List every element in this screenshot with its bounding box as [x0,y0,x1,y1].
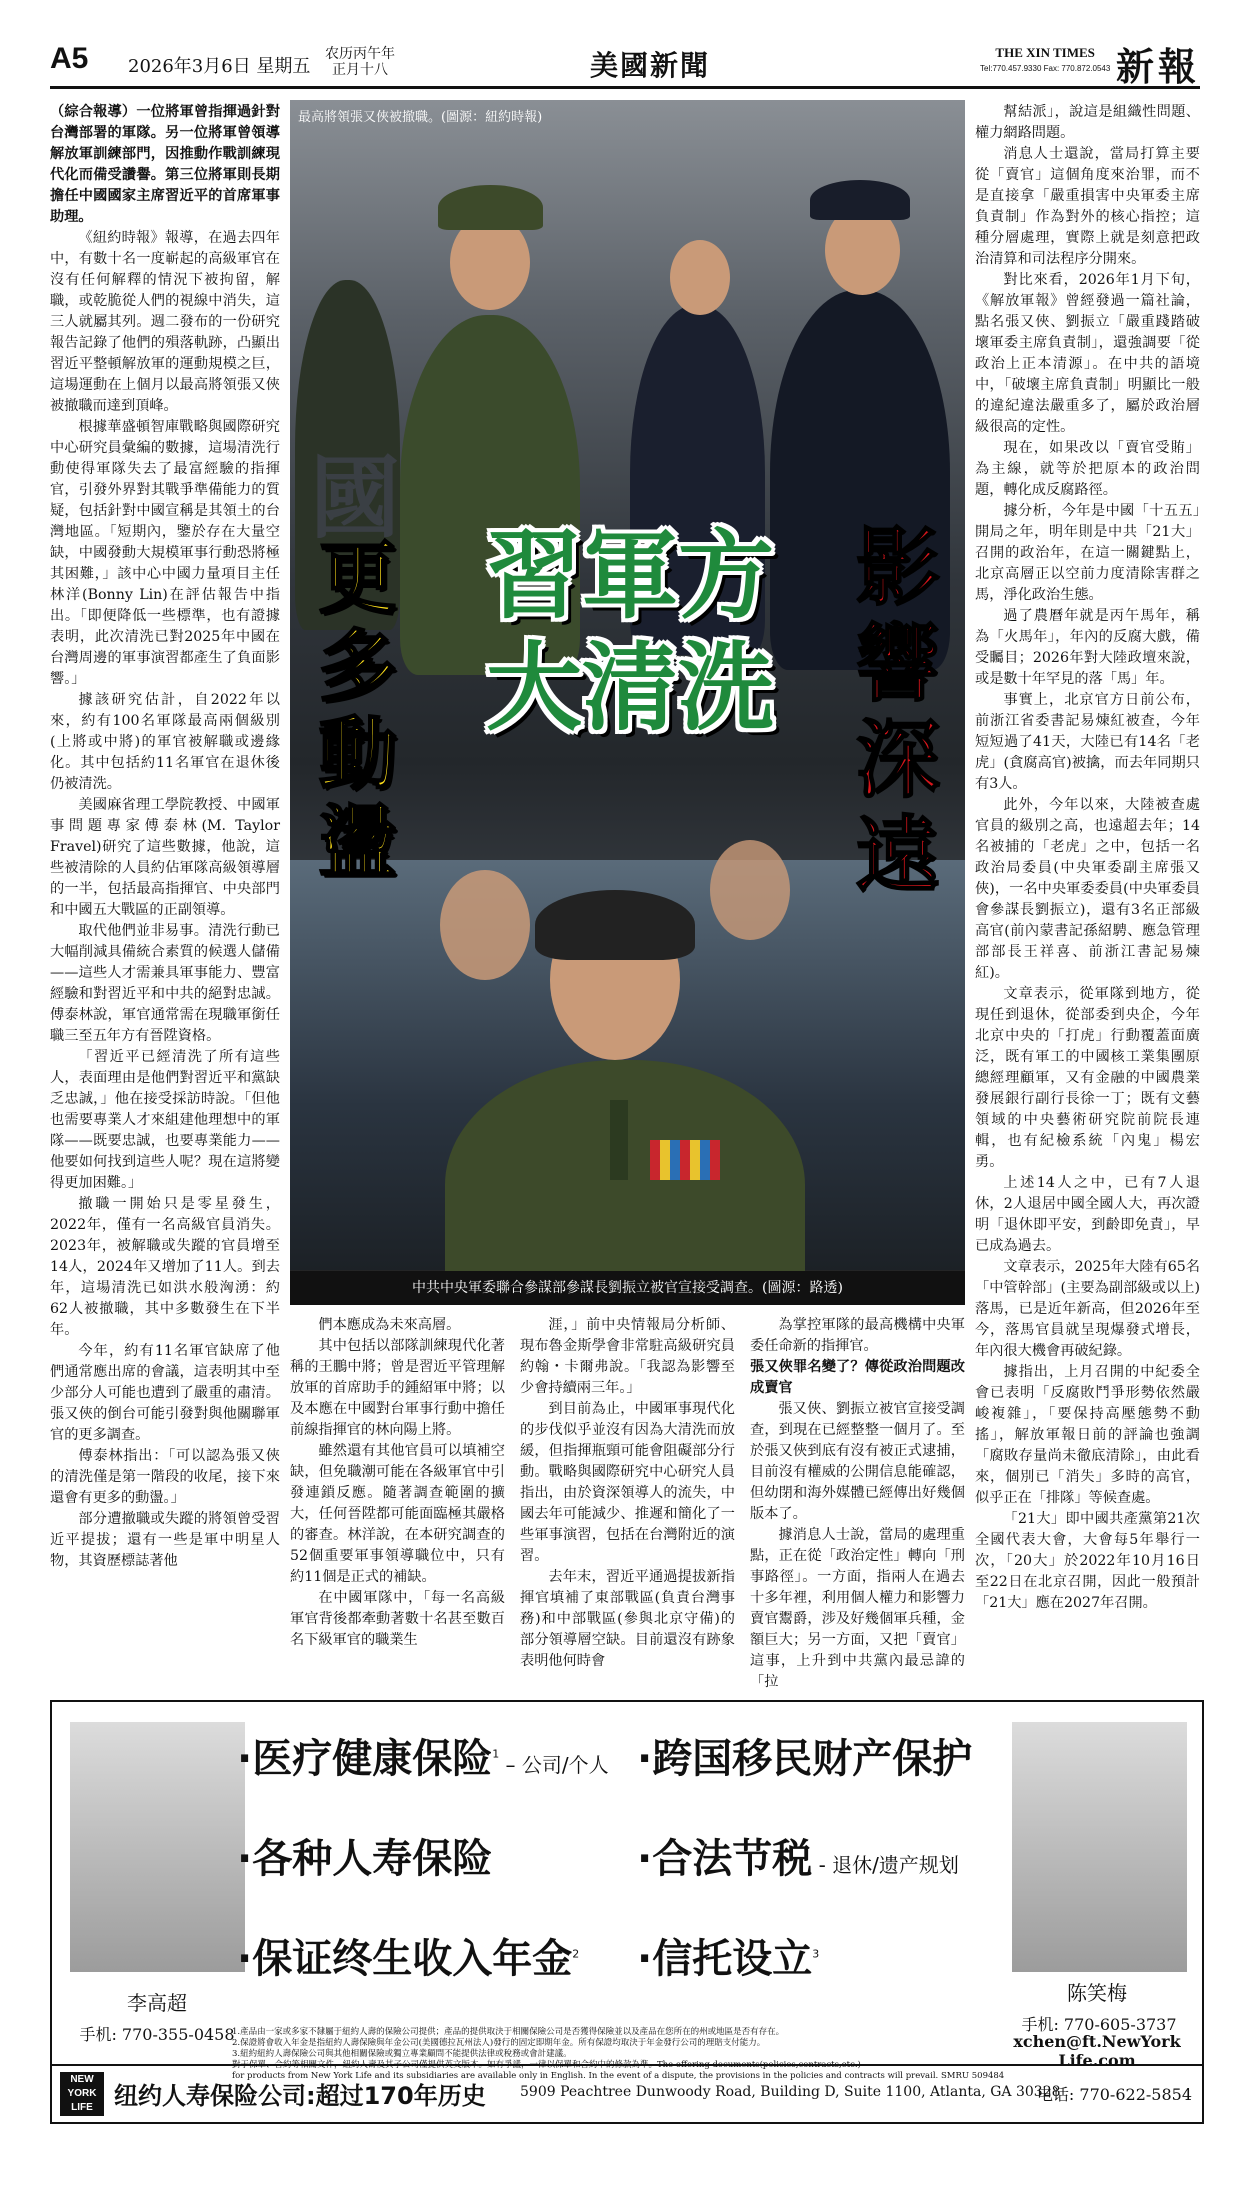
medal-ribbons [650,1140,720,1180]
company-address: 5909 Peachtree Dunwoody Road, Building D, Suite 1100, Atlanta, GA 30328 [520,2084,1061,2100]
paragraph: 對比來看，2026年1月下旬，《解放軍報》曾經發過一篇社論，點名張又俠、劉振立「嚴重踐踏破壞軍委主席負責制」，還強調要「從政治上正本清源」。在中共的語境中，「破壞主席負責制」明顯比一般的違紀違法嚴重多了，屬於政治層級很高的定性。 [975,272,1200,435]
article-column-bottom-3 [750,1315,965,1693]
service-medical: ·医疗健康保险$^1$ – 公司/个人 [237,1736,609,1782]
masthead [50,40,1200,89]
agent-name-left: 李高超 [127,1991,187,2015]
paragraph: 現在，如果改以「賣官受賄」為主線，就等於把原本的政治問題，轉化成反腐路徑。 [975,440,1200,498]
photo-figure [445,1060,805,1305]
paragraph: 根據華盛頓智庫戰略與國際研究中心研究員彙編的數據，這場清洗行動使得軍隊失去了最富經驗的指揮官，引發外界對其戰爭準備能力的質疑，包括針對中國宣稱是其領土的台灣地區。「短期內，鑒於存在大量空缺，中國發動大規模軍事行動恐將極其困難，」該中心中國力量項目主任林洋(Bonny Lin)在評估報告中指出。「即便降低一些標準，也有證據表明，此次清洗已對2025年中國在台灣周邊的軍事演習都產生了負面影響。」 [50,419,280,687]
paragraph: 其中包括以部隊訓練現代化著稱的王鵬中將；曾是習近平管理解放軍的首席助手的鍾紹軍中將；以及本應在中國對台軍事行動中擔任前線指揮官的林向陽上將。 [290,1338,505,1438]
service-trust: ·信托设立$^3$ [637,1936,820,1982]
agent-name-right: 陈笑梅 [1067,1981,1127,2005]
headline-yellow: 更多動盪 [318,534,397,888]
paragraph: 部分遭撤職或失蹤的將領曾受習近平提拔；還有一些是軍中明星人物，其資歷標誌著他 [50,1511,280,1569]
article-column-right [975,102,1200,1614]
paragraph: （綜合報導）一位將軍曾指揮過針對台灣部署的軍隊。另一位將軍曾領導解放軍訓練部門，因推動作戰訓練現代化而備受讚譽。第三位將軍則長期擔任中國國家主席習近平的首席軍事助理。 [50,104,280,225]
ad-disclaimer: 1.產品由一家或多家不隸屬于紐約人壽的保險公司提供；產品的提供取決于相關保險公司是否獲得保險並以及產品在您所在的州或地區是否有存在。 2.保證將會收入年金是指紐約人壽保險與年金公司(美國德拉瓦州法人)發行的固定即期年金。所有保證均取決于年金發行公司的理賠支付能力。 3.紐約紐約人壽保險公司與其他相關保險或獨立專業顧問不能提供法律或稅務或會計建議。 對于保單、合約等相關文件，紐約人壽及其子公司僅提供英文版本。如有爭議，一律以保單和合約中的條款為準。The offering documents(policies,contracts,etc.) for products from New York Life and its subsidiaries are available only in English. In the event of a dispute, the provisions in the policies and contracts will prevail. SMRU 509484 [232,2027,1005,2081]
headline-red: 影響深遠 [855,519,940,905]
paragraph: 過了農曆年就是丙午馬年，稱為「火馬年」，年內的反腐大戲，備受矚目；2026年對大陸政壇來說，或是數十年罕見的落「馬」年。 [975,608,1200,687]
photo-caption-top: 最高將領張又俠被撤職。(圖源：紐約時報) [298,110,543,125]
paragraph: 據分析，今年是中國「十五五」開局之年，明年則是中共「21大」召開的政治年，在這一關鍵點上，北京高層正以空前力度清除害群之馬，淨化政治生態。 [975,503,1200,603]
paragraph: 雖然還有其他官員可以填補空缺，但免職潮可能在各級軍官中引發連鎖反應。隨著調查範圍的擴大，任何晉陞都可能面臨極其嚴格的審查。林洋說，在本研究調查的52個重要軍事領導職位中，只有約11個是正式的補缺。 [290,1443,505,1585]
article-column-bottom-2 [520,1315,735,1672]
insurance-ad [50,1700,1204,2124]
agent-email-right: xchen@ft.NewYork Life.com [1013,2032,1181,2070]
paragraph: 張又俠、劉振立被官宣接受調查，到現在已經整整一個月了。至於張又俠到底有沒有被正式逮捕，目前沒有權威的公開信息能確認，但幼閉和海外媒體已經傳出好幾個版本了。 [750,1401,965,1522]
headline-gray-char: 國 [310,446,400,551]
paragraph: 上述14人之中，已有7人退休，2人退居中國全國人大，再次證明「退休即平安，到齡即免責」，早已成為過去。 [975,1175,1200,1254]
photo-figure [670,240,730,315]
paragraph: 「習近平已經清洗了所有這些人，表面理由是他們對習近平和黨缺乏忠誠，」他在接受採訪時說。「但他也需要專業人才來組建他理想中的軍隊——既要忠誠，也要專業能力——他要如何找到這些人呢？現在這將變得更加困難。」 [50,1049,280,1191]
paragraph: 文章表示，從軍隊到地方，從現任到退休，從部委到央企，今年北京中央的「打虎」行動覆蓋面廣泛，既有軍工的中國核工業集團原總經理顧軍，又有金融的中國農業發展銀行副行長徐一丁；既有文藝領域的中央藝術研究院前院長連輯，也有紀檢系統「內鬼」楊宏勇。 [975,986,1200,1170]
service-annuity: ·保证终生收入年金$^2$ [237,1936,580,1982]
paragraph: 為掌控軍隊的最高機構中央軍委任命新的指揮官。 [750,1317,965,1354]
paragraph: 據消息人士說，當局的處理重點，正在從「政治定性」轉向「刑事路徑」。一方面，指兩人在過去十多年裡，利用個人權力和影響力賣官鬻爵，涉及好幾個軍兵種，金額巨大；另一方面，又把「賣官」這事，上升到中共黨內最忌諱的「拉 [750,1527,965,1690]
photo-figure [438,185,543,230]
paragraph: 消息人士還說，當局打算主要從「賣官」這個角度來治罪，而不是直接拿「嚴重損害中央軍委主席負責制」作為對外的核心指控；這種分層處理，實際上就是刻意把政治清算和司法程序分開來。 [975,146,1200,267]
english-name: THE XIN TIMES Tel:770.457.9330 Fax: 770.872.0543 [980,45,1111,73]
paragraph: 此外，今年以來，大陸被查處官員的級別之高，也遠超去年；14名被捕的「老虎」之中，包括一名政治局委員(中央軍委副主席張又俠)，一名中央軍委委員(中央軍委員會參謀長劉振立)，還有3名正部級高官(前內蒙書記孫紹騁、應急管理部部長王祥喜、前浙江書記易煉紅)。 [975,797,1200,981]
company-name: 纽约人寿保险公司:超过170年历史 [114,2082,486,2110]
paragraph: 到目前為止，中國軍事現代化的步伐似乎並沒有因為大清洗而放緩，但指揮瓶頸可能會阻礙部分行動。戰略與國際研究中心研究人員指出，由於資深領導人的流失，中國去年可能減少、推遲和簡化了一些軍事演習，包括在台灣附近的演習。 [520,1401,735,1564]
paragraph: 們本應成為未來高層。 [318,1317,461,1333]
service-tax: ·合法节税 - 退休/遗产规划 [637,1836,959,1882]
photo-caption-bottom: 中共中央軍委聯合參謀部參謀長劉振立被官宣接受調查。(圖源：路透) [290,1271,965,1305]
paragraph: 在中國軍隊中，「每一名高級軍官背後都牽動著數十名甚至數百名下級軍官的職業生 [290,1590,505,1648]
ad-footer [52,2064,1202,2122]
newspaper-logo: 新報 [1115,44,1200,89]
agent-photo-left [70,1722,245,1972]
lunar-date: 农历丙午年 正月十八 [325,46,395,78]
paragraph: 據指出，上月召開的中紀委全會已表明「反腐敗鬥爭形勢依然嚴峻複雜」，「要保持高壓態勢不動搖」，解放軍報日前的評論也強調「腐敗存量尚未徹底清除」，由此看來，個別已「消失」多時的高官，似乎正在「排隊」等候查處。 [975,1364,1200,1506]
paragraph: 文章表示，2025年大陸有65名「中管幹部」(主要為副部級或以上)落馬，已是近年新高，但2026年至今，落馬官員就呈現爆發式增長，年內很大機會再破紀錄。 [975,1259,1200,1359]
service-immigration: ·跨国移民财产保护 [637,1736,973,1782]
paragraph: 取代他們並非易事。清洗行動已大幅削減具備統合素質的候選人儲備——這些人才需兼具軍事能力、豐富經驗和對習近平和中共的絕對忠誠。傅泰林說，軍官通常需在現職軍銜任職三至五年方有晉陞資格。 [50,923,280,1044]
photo-figure [710,840,790,940]
photo-figure [810,180,910,220]
paragraph: 傅泰林指出：「可以認為張又俠的清洗僅是第一階段的收尾，接下來還會有更多的動盪。」 [50,1448,280,1506]
paragraph: 「21大」即中國共產黨第21次全國代表大會，大會每5年舉行一次，「20大」於2022年10月16日至22日在北京召開，因此一般預計「21大」應在2027年召開。 [975,1511,1200,1611]
paragraph: 涯，」前中央情報局分析師、現布魯金斯學會非常駐高級研究員約翰・卡爾弗說。「我認為影響至少會持續兩三年。」 [520,1317,735,1396]
headline-main: 習軍方 大清洗 [486,520,774,744]
agent-phone-right: 手机: 770-605-3737 [1021,2015,1177,2034]
paragraph: 據該研究估計，自2022年以來，約有100名軍隊最高兩個級別(上將或中將)的軍官被解職或邊緣化。其中包括約11名軍官在退休後仍被清洗。 [50,692,280,792]
page-number: A5 [50,42,89,75]
paragraph: 美國麻省理工學院教授、中國軍事問題專家傅泰林(M. Taylor Fravel)研究了這些數據，他說，這些被清除的人員約佔軍隊高級領導層的一半，包括最高指揮官、中央部門和中國五大戰區的正副領導。 [50,797,280,918]
article-column-left [50,102,280,1572]
paragraph: 去年末，習近平通過提拔新指揮官填補了東部戰區(負責台灣事務)和中部戰區(參與北京守備)的部分領導層空缺。目前還沒有跡象表明他何時會 [520,1569,735,1669]
photo-figure [610,1100,628,1180]
paragraph: 今年，約有11名軍官缺席了他們通常應出席的會議，這表明其中至少部分人可能也遭到了嚴重的肅清。張又俠的倒台可能引發對與他關聯軍官的更多調查。 [50,1343,280,1443]
paragraph: 張又俠罪名變了？傳從政治問題改成賣官 [750,1359,965,1396]
paragraph: 幫結派」，說這是組織性問題、權力網路問題。 [975,104,1200,141]
photo-figure [440,870,530,980]
agent-phone-left: 手机: 770-355-0458 [79,2025,235,2044]
section-title: 美國新聞 [590,49,711,82]
agent-photo-right [1012,1722,1187,1972]
new-york-life-logo: NEW YORK LIFE [60,2072,104,2116]
service-life-insurance: ·各种人寿保险 [237,1836,493,1882]
paragraph: 事實上，北京官方日前公布，前浙江省委書記易煉紅被查，今年短短過了41天，大陸已有14名「老虎」(貪腐高官)被擒，而去年同期只有3人。 [975,692,1200,792]
photo-figure [535,890,695,960]
paragraph: 撤職一開始只是零星發生，2022年，僅有一名高級官員消失。2023年，被解職或失蹤的官員增至14人，2024年又增加了11人。到去年，這場清洗已如洪水般洶湧：約62人被撤職，其中多數發生在下半年。 [50,1196,280,1338]
article-column-bottom-1 [290,1315,505,1651]
company-phone: 电话: 770-622-5854 [1036,2085,1192,2104]
paragraph: 《紐約時報》報導，在過去四年中，有數十名一度嶄起的高級軍官在沒有任何解釋的情況下被拘留，解職，或乾脆從人們的視線中消失，這三人就屬其列。週二發布的一份研究報告記錄了他們的殞落軌跡，凸顯出習近平整頓解放軍的運動規模之巨，這場運動在上個月以最高將領張又俠被撤職而達到頂峰。 [50,230,280,414]
issue-date: 2026年3月6日 星期五 [128,56,311,77]
